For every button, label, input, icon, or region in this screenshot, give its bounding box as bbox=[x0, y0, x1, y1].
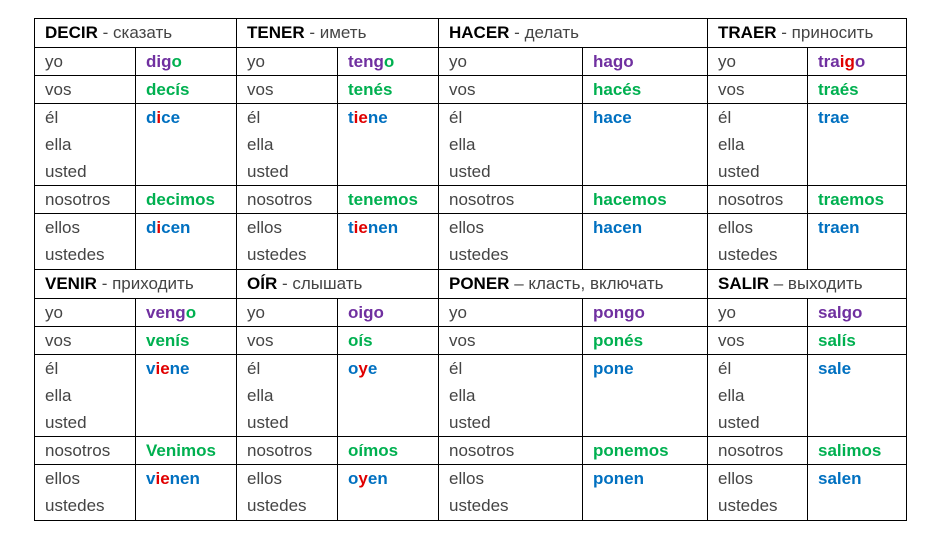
verb-form-segment: hacen bbox=[593, 218, 643, 237]
verb-translation: иметь bbox=[319, 23, 367, 42]
verb-form-segment: ie bbox=[353, 218, 368, 237]
verb-separator: – bbox=[769, 274, 788, 293]
verb-infinitive: SALIR bbox=[718, 274, 769, 293]
pronoun-cell bbox=[708, 437, 808, 465]
pronoun: nosotros bbox=[718, 441, 784, 460]
pronoun: vos bbox=[45, 331, 72, 350]
verb-header bbox=[708, 19, 907, 48]
verb-form-segment: oímos bbox=[348, 441, 399, 460]
verb-form-segment: pongo bbox=[593, 303, 645, 322]
verb-form-segment: veng bbox=[146, 303, 186, 322]
verb-form-segment: ie bbox=[155, 469, 170, 488]
pronoun-cell bbox=[237, 76, 338, 104]
pronoun: nosotros bbox=[449, 190, 515, 209]
verb-form-cell bbox=[136, 186, 237, 214]
verb-form-segment: o bbox=[383, 52, 395, 71]
verb-infinitive: HACER bbox=[449, 23, 510, 42]
verb-form-cell bbox=[338, 214, 439, 270]
verb-form-cell bbox=[338, 186, 439, 214]
verb-header bbox=[439, 270, 708, 299]
pronoun-cell bbox=[237, 465, 338, 521]
pronoun: ellos bbox=[449, 218, 484, 237]
pronoun-cell bbox=[439, 186, 583, 214]
pronoun: él bbox=[449, 108, 463, 127]
pronoun: vos bbox=[449, 331, 476, 350]
verb-form-cell bbox=[583, 214, 708, 270]
verb-form-cell bbox=[583, 437, 708, 465]
pronoun-cell bbox=[439, 76, 583, 104]
conjugation-row-vos bbox=[35, 76, 907, 104]
pronoun: ellos bbox=[247, 469, 282, 488]
pronoun-cell bbox=[708, 104, 808, 186]
pronoun-cell bbox=[237, 214, 338, 270]
conjugation-row-plural bbox=[35, 214, 907, 270]
pronoun: nosotros bbox=[247, 441, 313, 460]
verb-form-cell bbox=[136, 327, 237, 355]
verb-form-segment: Venimos bbox=[146, 441, 216, 460]
verb-form-cell bbox=[808, 104, 907, 186]
pronoun: vos bbox=[247, 80, 274, 99]
pronoun-cell bbox=[35, 299, 136, 327]
pronoun: nosotros bbox=[45, 190, 111, 209]
verb-translation: приходить bbox=[112, 274, 194, 293]
pronoun: vos bbox=[247, 331, 274, 350]
verb-separator: – bbox=[509, 274, 529, 293]
pronoun: ellos bbox=[247, 218, 282, 237]
verb-translation: делать bbox=[524, 23, 580, 42]
pronoun: vos bbox=[718, 331, 745, 350]
pronoun: ustedes bbox=[45, 496, 105, 515]
verb-form-segment: dig bbox=[146, 52, 172, 71]
pronoun: él bbox=[449, 359, 463, 378]
pronoun-cell bbox=[237, 299, 338, 327]
verb-form-segment: o bbox=[185, 303, 197, 322]
verb-header bbox=[439, 19, 708, 48]
verb-header bbox=[237, 19, 439, 48]
pronoun: ellos bbox=[45, 469, 80, 488]
verb-form-cell bbox=[808, 48, 907, 76]
verb-separator: - bbox=[776, 23, 792, 42]
pronoun: usted bbox=[449, 162, 491, 181]
verb-translation: выходить bbox=[787, 274, 863, 293]
verb-form-cell bbox=[338, 104, 439, 186]
pronoun: ellos bbox=[449, 469, 484, 488]
pronoun: yo bbox=[718, 52, 736, 71]
verb-form-segment: hace bbox=[593, 108, 632, 127]
conjugation-row-nosotros bbox=[35, 437, 907, 465]
verb-separator: - bbox=[96, 274, 113, 293]
pronoun-cell bbox=[35, 214, 136, 270]
pronoun: yo bbox=[247, 303, 265, 322]
pronoun-cell bbox=[708, 327, 808, 355]
verb-form-segment: ie bbox=[155, 359, 170, 378]
verb-separator: - bbox=[277, 274, 293, 293]
pronoun: vos bbox=[449, 80, 476, 99]
verb-form-segment: nen bbox=[169, 469, 200, 488]
verb-form-cell bbox=[136, 104, 237, 186]
pronoun-cell bbox=[439, 299, 583, 327]
verb-form-segment: decís bbox=[146, 80, 190, 99]
verb-form-cell bbox=[583, 76, 708, 104]
pronoun: nosotros bbox=[718, 190, 784, 209]
verb-form-cell bbox=[338, 437, 439, 465]
pronoun-cell bbox=[35, 327, 136, 355]
pronoun: usted bbox=[247, 413, 289, 432]
verb-form-cell bbox=[136, 355, 237, 437]
verb-header bbox=[237, 270, 439, 299]
conjugation-row-yo bbox=[35, 299, 907, 327]
pronoun: ella bbox=[718, 135, 745, 154]
pronoun: ustedes bbox=[718, 496, 778, 515]
verb-form-segment: venís bbox=[146, 331, 190, 350]
pronoun: ellos bbox=[718, 218, 753, 237]
pronoun: usted bbox=[449, 413, 491, 432]
pronoun: él bbox=[247, 359, 261, 378]
verb-header bbox=[708, 270, 907, 299]
verb-form-cell bbox=[808, 465, 907, 521]
conjugation-row-vos bbox=[35, 327, 907, 355]
pronoun: ellos bbox=[45, 218, 80, 237]
verb-form-segment: decimos bbox=[146, 190, 215, 209]
verb-form-cell bbox=[583, 299, 708, 327]
pronoun-cell bbox=[708, 214, 808, 270]
verb-infinitive: VENIR bbox=[45, 274, 97, 293]
pronoun: usted bbox=[45, 162, 87, 181]
verb-form-cell bbox=[583, 465, 708, 521]
verb-form-segment: i bbox=[156, 218, 162, 237]
verb-form-segment: salgo bbox=[818, 303, 863, 322]
pronoun: él bbox=[247, 108, 261, 127]
verb-form-segment: tenés bbox=[348, 80, 393, 99]
verb-form-cell bbox=[136, 76, 237, 104]
verb-form-cell bbox=[583, 355, 708, 437]
verb-form-cell bbox=[808, 299, 907, 327]
verb-form-segment: en bbox=[367, 469, 388, 488]
verb-translation: слышать bbox=[292, 274, 363, 293]
verb-form-segment: v bbox=[146, 359, 156, 378]
pronoun-cell bbox=[35, 437, 136, 465]
pronoun-cell bbox=[237, 104, 338, 186]
pronoun-cell bbox=[708, 465, 808, 521]
pronoun: ustedes bbox=[45, 245, 105, 264]
verb-form-segment: tra bbox=[818, 52, 840, 71]
pronoun: ella bbox=[45, 135, 72, 154]
verb-form-segment: d bbox=[146, 108, 157, 127]
verb-form-segment: ponés bbox=[593, 331, 644, 350]
pronoun-cell bbox=[439, 437, 583, 465]
pronoun-cell bbox=[35, 355, 136, 437]
verb-form-cell bbox=[136, 299, 237, 327]
verb-form-segment: salen bbox=[818, 469, 862, 488]
pronoun: usted bbox=[247, 162, 289, 181]
verb-form-segment: ie bbox=[353, 108, 368, 127]
pronoun: ella bbox=[247, 135, 274, 154]
header-row bbox=[35, 270, 907, 299]
pronoun: ustedes bbox=[449, 496, 509, 515]
pronoun-cell bbox=[35, 104, 136, 186]
pronoun-cell bbox=[439, 465, 583, 521]
pronoun-cell bbox=[708, 355, 808, 437]
pronoun-cell bbox=[237, 437, 338, 465]
pronoun: ustedes bbox=[247, 496, 307, 515]
verb-infinitive: TRAER bbox=[718, 23, 777, 42]
pronoun: nosotros bbox=[45, 441, 111, 460]
pronoun: ellos bbox=[718, 469, 753, 488]
pronoun-cell bbox=[35, 76, 136, 104]
pronoun: usted bbox=[718, 413, 760, 432]
conjugation-table bbox=[34, 18, 907, 521]
pronoun: ella bbox=[449, 135, 476, 154]
verb-form-segment: ce bbox=[161, 108, 181, 127]
pronoun: él bbox=[45, 359, 59, 378]
pronoun: usted bbox=[718, 162, 760, 181]
pronoun-cell bbox=[708, 48, 808, 76]
verb-form-cell bbox=[808, 76, 907, 104]
verb-form-segment: pone bbox=[593, 359, 634, 378]
verb-form-cell bbox=[136, 437, 237, 465]
verb-form-segment: o bbox=[348, 469, 359, 488]
pronoun-cell bbox=[237, 355, 338, 437]
verb-form-cell bbox=[338, 327, 439, 355]
verb-separator: - bbox=[97, 23, 114, 42]
verb-form-segment: v bbox=[146, 469, 156, 488]
verb-form-cell bbox=[136, 214, 237, 270]
pronoun: usted bbox=[45, 413, 87, 432]
verb-form-segment: i bbox=[156, 108, 162, 127]
verb-form-segment: hago bbox=[593, 52, 634, 71]
verb-form-segment: oigo bbox=[348, 303, 384, 322]
verb-form-cell bbox=[338, 48, 439, 76]
conjugation-row-yo bbox=[35, 48, 907, 76]
verb-form-segment: o bbox=[348, 359, 359, 378]
verb-form-cell bbox=[136, 465, 237, 521]
pronoun-cell bbox=[439, 104, 583, 186]
conjugation-row-nosotros bbox=[35, 186, 907, 214]
header-row bbox=[35, 19, 907, 48]
verb-form-segment: ne bbox=[367, 108, 388, 127]
verb-form-cell bbox=[808, 186, 907, 214]
verb-form-cell bbox=[808, 437, 907, 465]
pronoun: él bbox=[45, 108, 59, 127]
pronoun: yo bbox=[449, 303, 467, 322]
verb-form-cell bbox=[583, 186, 708, 214]
verb-form-segment: salimos bbox=[818, 441, 882, 460]
verb-translation: класть, включать bbox=[528, 274, 664, 293]
pronoun-cell bbox=[708, 186, 808, 214]
verb-form-cell bbox=[136, 48, 237, 76]
pronoun: vos bbox=[45, 80, 72, 99]
conjugation-row-third bbox=[35, 104, 907, 186]
pronoun-cell bbox=[35, 465, 136, 521]
verb-form-segment: ig bbox=[839, 52, 855, 71]
verb-form-segment: tenemos bbox=[348, 190, 418, 209]
verb-infinitive: TENER bbox=[247, 23, 305, 42]
verb-infinitive: PONER bbox=[449, 274, 510, 293]
pronoun-cell bbox=[237, 48, 338, 76]
pronoun-cell bbox=[708, 76, 808, 104]
verb-form-segment: t bbox=[348, 108, 354, 127]
verb-form-segment: cen bbox=[161, 218, 191, 237]
pronoun-cell bbox=[439, 214, 583, 270]
conjugation-row-plural bbox=[35, 465, 907, 521]
verb-form-cell bbox=[338, 76, 439, 104]
pronoun: ustedes bbox=[718, 245, 778, 264]
verb-form-cell bbox=[808, 327, 907, 355]
pronoun: yo bbox=[45, 303, 63, 322]
pronoun: él bbox=[718, 108, 732, 127]
pronoun-cell bbox=[439, 355, 583, 437]
pronoun-cell bbox=[35, 186, 136, 214]
pronoun: ella bbox=[247, 386, 274, 405]
pronoun-cell bbox=[708, 299, 808, 327]
pronoun: ustedes bbox=[449, 245, 509, 264]
pronoun: yo bbox=[449, 52, 467, 71]
verb-infinitive: DECIR bbox=[45, 23, 98, 42]
verb-form-segment: oís bbox=[348, 331, 373, 350]
pronoun: nosotros bbox=[449, 441, 515, 460]
pronoun: yo bbox=[247, 52, 265, 71]
verb-translation: сказать bbox=[113, 23, 173, 42]
verb-form-segment: t bbox=[348, 218, 354, 237]
verb-form-segment: hacés bbox=[593, 80, 642, 99]
verb-form-segment: sale bbox=[818, 359, 852, 378]
verb-separator: - bbox=[304, 23, 320, 42]
pronoun: ustedes bbox=[247, 245, 307, 264]
pronoun: vos bbox=[718, 80, 745, 99]
verb-header bbox=[35, 270, 237, 299]
pronoun-cell bbox=[439, 327, 583, 355]
verb-form-segment: e bbox=[367, 359, 378, 378]
verb-form-segment: y bbox=[358, 359, 368, 378]
conjugation-row-third bbox=[35, 355, 907, 437]
verb-form-segment: d bbox=[146, 218, 157, 237]
verb-form-cell bbox=[808, 355, 907, 437]
verb-form-segment: o bbox=[171, 52, 182, 71]
verb-form-segment: trae bbox=[818, 108, 850, 127]
pronoun: él bbox=[718, 359, 732, 378]
pronoun: nosotros bbox=[247, 190, 313, 209]
verb-form-cell bbox=[338, 299, 439, 327]
pronoun: yo bbox=[45, 52, 63, 71]
verb-separator: - bbox=[509, 23, 525, 42]
verb-form-segment: traemos bbox=[818, 190, 885, 209]
verb-form-segment: ponemos bbox=[593, 441, 669, 460]
verb-form-segment: y bbox=[358, 469, 368, 488]
pronoun: yo bbox=[718, 303, 736, 322]
verb-form-segment: traés bbox=[818, 80, 859, 99]
pronoun: ella bbox=[718, 386, 745, 405]
pronoun-cell bbox=[439, 48, 583, 76]
verb-form-segment: traen bbox=[818, 218, 860, 237]
pronoun-cell bbox=[237, 327, 338, 355]
verb-form-cell bbox=[808, 214, 907, 270]
verb-form-cell bbox=[583, 48, 708, 76]
verb-translation: приносить bbox=[791, 23, 874, 42]
pronoun-cell bbox=[35, 48, 136, 76]
verb-form-cell bbox=[583, 104, 708, 186]
verb-form-segment: teng bbox=[348, 52, 384, 71]
verb-form-segment: ne bbox=[169, 359, 190, 378]
verb-form-segment: o bbox=[854, 52, 866, 71]
verb-form-segment: ponen bbox=[593, 469, 644, 488]
pronoun: ella bbox=[449, 386, 476, 405]
verb-form-segment: salís bbox=[818, 331, 856, 350]
verb-form-cell bbox=[338, 355, 439, 437]
verb-header bbox=[35, 19, 237, 48]
verb-form-segment: nen bbox=[367, 218, 399, 237]
pronoun-cell bbox=[237, 186, 338, 214]
verb-infinitive: OÍR bbox=[247, 274, 278, 293]
pronoun: ella bbox=[45, 386, 72, 405]
verb-form-cell bbox=[583, 327, 708, 355]
verb-form-segment: hacemos bbox=[593, 190, 667, 209]
verb-form-cell bbox=[338, 465, 439, 521]
